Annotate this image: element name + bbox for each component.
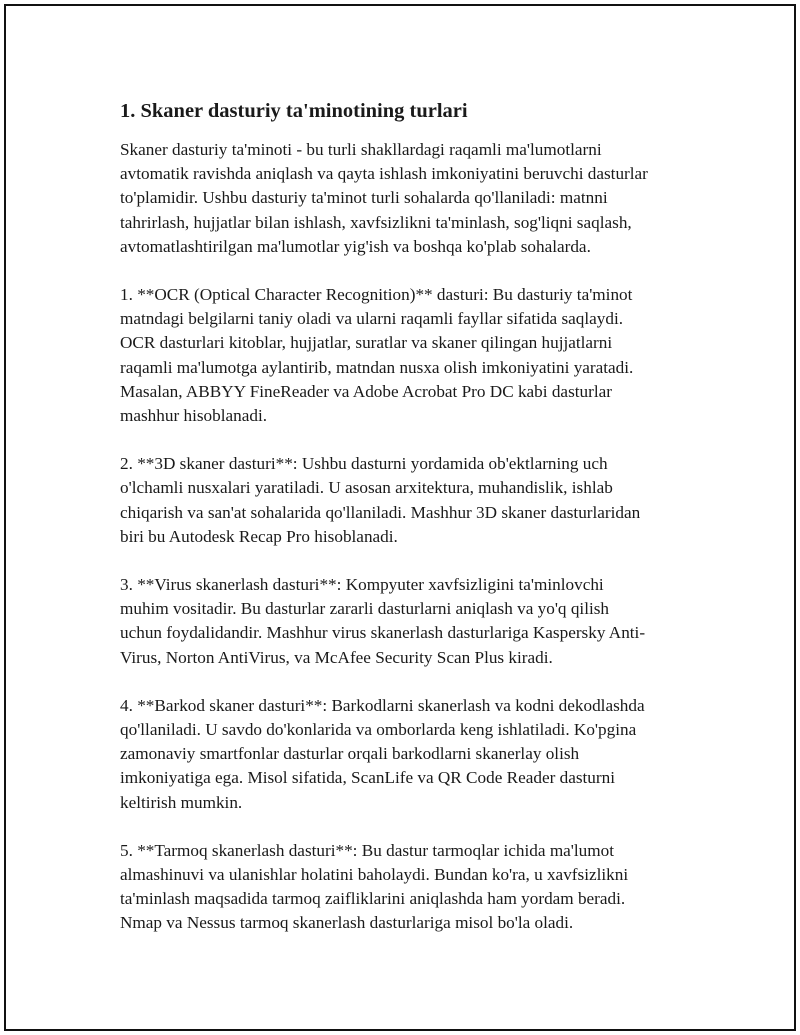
document-body bbox=[120, 98, 700, 960]
text-line: muhim vositadir. Bu dasturlar zararli dasturlarni aniqlash va yo'q qilish bbox=[120, 599, 610, 619]
text-line: almashinuvi va ulanishlar holatini baholaydi. Bundan ko'ra, u xavfsizlikni bbox=[120, 865, 629, 885]
intro-paragraph bbox=[120, 138, 700, 259]
text-line: mashhur hisoblanadi. bbox=[120, 406, 268, 426]
text-line: avtomatik ravishda aniqlash va qayta ishlash imkoniyatini beruvchi dasturlar bbox=[120, 164, 648, 184]
document-title: 1. Skaner dasturiy ta'minotining turlari bbox=[120, 100, 468, 122]
text-line: qo'llaniladi. U savdo do'konlarida va omborlarda keng ishlatiladi. Ko'pgina bbox=[120, 720, 637, 740]
text-line: avtomatlashtirilgan ma'lumotlar yig'ish va boshqa ko'plab sohalarda. bbox=[120, 236, 591, 256]
3d-scanner-paragraph bbox=[120, 452, 700, 549]
text-line: chiqarish va san'at sohalarida qo'llaniladi. Mashhur 3D skaner dasturlaridan bbox=[120, 502, 641, 522]
text-line: keltirish mumkin. bbox=[120, 792, 243, 812]
text-line: 5. **Tarmoq skanerlash dasturi**: Bu dastur tarmoqlar ichida ma'lumot bbox=[120, 840, 615, 860]
barcode-scanner-paragraph bbox=[120, 694, 700, 815]
virus-scanner-paragraph bbox=[120, 573, 700, 670]
text-line: 2. **3D skaner dasturi**: Ushbu dasturni yordamida ob'ektlarning uch bbox=[120, 454, 608, 474]
text-line: 3. **Virus skanerlash dasturi**: Kompyuter xavfsizligini ta'minlovchi bbox=[120, 575, 604, 595]
text-line: uchun foydalidandir. Mashhur virus skanerlash dasturlariga Kaspersky Anti- bbox=[120, 623, 646, 643]
text-line: ta'minlash maqsadida tarmoq zaifliklarini aniqlashda ham yordam beradi. bbox=[120, 889, 626, 909]
text-line: o'lchamli nusxalari yaratiladi. U asosan arxitektura, muhandislik, ishlab bbox=[120, 478, 613, 498]
text-line: Masalan, ABBYY FineReader va Adobe Acrobat Pro DC kabi dasturlar bbox=[120, 381, 612, 401]
text-line: to'plamidir. Ushbu dasturiy ta'minot turli sohalarda qo'llaniladi: matnni bbox=[120, 188, 608, 208]
text-line: matndagi belgilarni taniy oladi va ularni raqamli fayllar sifatida saqlaydi. bbox=[120, 309, 624, 329]
page-frame bbox=[4, 4, 796, 1031]
text-line: tahrirlash, hujjatlar bilan ishlash, xavfsizlikni ta'minlash, sog'liqni saqlash, bbox=[120, 212, 632, 232]
text-line: Skaner dasturiy ta'minoti - bu turli shakllardagi raqamli ma'lumotlarni bbox=[120, 140, 602, 159]
text-line: Nmap va Nessus tarmoq skanerlash dasturlariga misol bo'la oladi. bbox=[120, 913, 574, 933]
text-line: 4. **Barkod skaner dasturi**: Barkodlarni skanerlash va kodni dekodlashda bbox=[120, 695, 645, 715]
text-line: zamonaviy smartfonlar dasturlar orqali barkodlarni skanerlay olish bbox=[120, 744, 580, 764]
network-scanner-paragraph bbox=[120, 839, 700, 936]
text-line: 1. **OCR (Optical Character Recognition)** dasturi: Bu dasturiy ta'minot bbox=[120, 285, 633, 305]
text-line: biri bu Autodesk Recap Pro hisoblanadi. bbox=[120, 526, 398, 546]
ocr-paragraph bbox=[120, 283, 700, 428]
text-line: Virus, Norton AntiVirus, va McAfee Security Scan Plus kiradi. bbox=[120, 647, 553, 667]
text-line: OCR dasturlari kitoblar, hujjatlar, suratlar va skaner qilingan hujjatlarni bbox=[120, 333, 613, 353]
text-line: imkoniyatiga ega. Misol sifatida, ScanLife va QR Code Reader dasturni bbox=[120, 768, 615, 788]
text-line: raqamli ma'lumotga aylantirib, matndan nusxa olish imkoniyatini yaratadi. bbox=[120, 357, 634, 377]
